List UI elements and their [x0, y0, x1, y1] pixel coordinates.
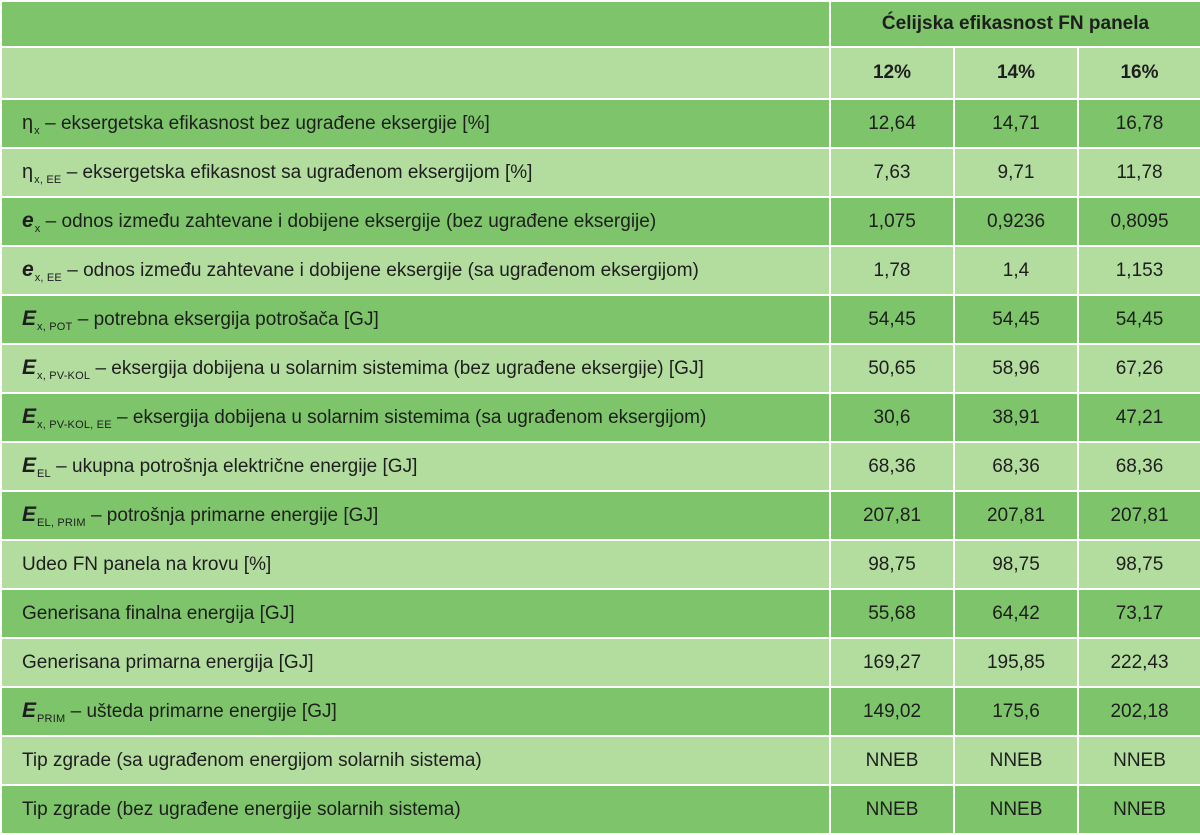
value-cell: 54,45 [954, 295, 1078, 344]
value-cell: NNEB [954, 736, 1078, 785]
value-cell: 169,27 [830, 638, 954, 687]
value-cell: 47,21 [1078, 393, 1200, 442]
row-description: Generisana finalna energija [GJ] [22, 602, 295, 624]
row-symbol [22, 160, 33, 183]
table-row [1, 589, 1200, 638]
column-header-14: 14% [954, 47, 1078, 99]
row-symbol [22, 258, 34, 281]
symbol-subscript: x [34, 222, 41, 235]
row-label [1, 99, 830, 148]
value-cell: NNEB [830, 736, 954, 785]
value-cell: 175,6 [954, 687, 1078, 736]
value-cell: 98,75 [830, 540, 954, 589]
symbol-subscript: x, PV-KOL, EE [37, 418, 112, 431]
value-cell: 64,42 [954, 589, 1078, 638]
row-symbol [22, 356, 36, 379]
table-row [1, 491, 1200, 540]
value-cell: 0,8095 [1078, 197, 1200, 246]
symbol-subscript: x, POT [37, 320, 73, 333]
row-description: – eksergija dobijena u solarnim sistemima (sa ugrađenom eksergijom) [111, 406, 707, 428]
value-cell: 202,18 [1078, 687, 1200, 736]
symbol-letter: E [22, 306, 37, 330]
symbol-letter: E [22, 502, 37, 526]
row-description: – ušteda primarne energije [GJ] [65, 700, 337, 722]
row-symbol [22, 209, 34, 232]
value-cell: 67,26 [1078, 344, 1200, 393]
row-label [1, 197, 830, 246]
table-header-row [1, 1, 1200, 47]
row-label [1, 589, 830, 638]
header-empty-cell [1, 1, 830, 47]
value-cell: 54,45 [830, 295, 954, 344]
symbol-subscript: x [34, 124, 40, 137]
table-title: Ćelijska efikasnost FN panela [830, 1, 1200, 47]
value-cell: 68,36 [954, 442, 1078, 491]
row-symbol [22, 503, 36, 526]
value-cell: NNEB [1078, 785, 1200, 834]
table-row [1, 442, 1200, 491]
row-description: – potrebna eksergija potrošača [GJ] [72, 308, 379, 330]
value-cell: 98,75 [1078, 540, 1200, 589]
symbol-subscript: x, PV-KOL [37, 369, 91, 382]
symbol-letter: η [22, 160, 34, 183]
value-cell: 38,91 [954, 393, 1078, 442]
symbol-subscript: x, EE [34, 271, 62, 284]
row-description: – odnos između zahtevane i dobijene eksergije (sa ugrađenom eksergijom) [61, 259, 699, 281]
value-cell: 0,9236 [954, 197, 1078, 246]
value-cell: 55,68 [830, 589, 954, 638]
symbol-letter: e [22, 208, 34, 232]
row-label [1, 344, 830, 393]
value-cell: 68,36 [830, 442, 954, 491]
row-description: Tip zgrade (bez ugrađene energije solarnih sistema) [22, 798, 461, 820]
value-cell: 30,6 [830, 393, 954, 442]
table-subheader-row [1, 47, 1200, 99]
value-cell: 149,02 [830, 687, 954, 736]
value-cell: 1,78 [830, 246, 954, 295]
table-row [1, 99, 1200, 148]
symbol-subscript: EL [37, 467, 51, 480]
row-label [1, 785, 830, 834]
value-cell: 50,65 [830, 344, 954, 393]
row-symbol [22, 111, 33, 134]
value-cell: 1,153 [1078, 246, 1200, 295]
row-description: – eksergija dobijena u solarnim sistemima (bez ugrađene eksergije) [GJ] [90, 357, 704, 379]
row-label [1, 540, 830, 589]
row-description: – eksergetska efikasnost sa ugrađenom eksergijom [%] [61, 161, 533, 183]
row-description: – ukupna potrošnja električne energije [GJ] [50, 455, 418, 477]
row-label [1, 442, 830, 491]
table-row [1, 246, 1200, 295]
row-label [1, 491, 830, 540]
value-cell: 98,75 [954, 540, 1078, 589]
table-row [1, 344, 1200, 393]
row-description: Udeo FN panela na krovu [%] [22, 553, 272, 575]
value-cell: 222,43 [1078, 638, 1200, 687]
value-cell: 14,71 [954, 99, 1078, 148]
row-description: Generisana primarna energija [GJ] [22, 651, 314, 673]
value-cell: 207,81 [954, 491, 1078, 540]
table-row [1, 540, 1200, 589]
symbol-letter: e [22, 257, 34, 281]
value-cell: NNEB [830, 785, 954, 834]
value-cell: 207,81 [1078, 491, 1200, 540]
symbol-letter: E [22, 698, 37, 722]
table-row [1, 785, 1200, 834]
value-cell: 1,4 [954, 246, 1078, 295]
symbol-letter: η [22, 111, 34, 134]
row-description: – odnos između zahtevane i dobijene eksergije (bez ugrađene eksergije) [40, 210, 657, 232]
value-cell: 9,71 [954, 148, 1078, 197]
table-row [1, 638, 1200, 687]
value-cell: 68,36 [1078, 442, 1200, 491]
value-cell: 1,075 [830, 197, 954, 246]
value-cell: 195,85 [954, 638, 1078, 687]
symbol-subscript: x, EE [34, 173, 62, 186]
row-symbol [22, 454, 36, 477]
value-cell: NNEB [1078, 736, 1200, 785]
column-header-16: 16% [1078, 47, 1200, 99]
column-header-12: 12% [830, 47, 954, 99]
row-symbol [22, 699, 36, 722]
table-row [1, 736, 1200, 785]
value-cell: 73,17 [1078, 589, 1200, 638]
symbol-subscript: PRIM [37, 712, 66, 725]
symbol-letter: E [22, 404, 37, 428]
row-label [1, 148, 830, 197]
value-cell: 54,45 [1078, 295, 1200, 344]
table-row [1, 148, 1200, 197]
subheader-empty-cell [1, 47, 830, 99]
value-cell: 12,64 [830, 99, 954, 148]
table-row [1, 295, 1200, 344]
row-label [1, 246, 830, 295]
value-cell: 11,78 [1078, 148, 1200, 197]
value-cell: 58,96 [954, 344, 1078, 393]
row-description: Tip zgrade (sa ugrađenom energijom solarnih sistema) [22, 749, 482, 771]
row-symbol [22, 405, 36, 428]
symbol-letter: E [22, 453, 37, 477]
row-label [1, 295, 830, 344]
value-cell: 207,81 [830, 491, 954, 540]
row-label [1, 736, 830, 785]
row-label [1, 687, 830, 736]
table-row [1, 197, 1200, 246]
value-cell: 16,78 [1078, 99, 1200, 148]
table-row [1, 393, 1200, 442]
row-symbol [22, 307, 36, 330]
row-description: – eksergetska efikasnost bez ugrađene eksergije [%] [39, 112, 490, 134]
symbol-letter: E [22, 355, 37, 379]
value-cell: NNEB [954, 785, 1078, 834]
table-row [1, 687, 1200, 736]
value-cell: 7,63 [830, 148, 954, 197]
row-label [1, 638, 830, 687]
row-label [1, 393, 830, 442]
row-description: – potrošnja primarne energije [GJ] [85, 504, 379, 526]
symbol-subscript: EL, PRIM [37, 516, 86, 529]
